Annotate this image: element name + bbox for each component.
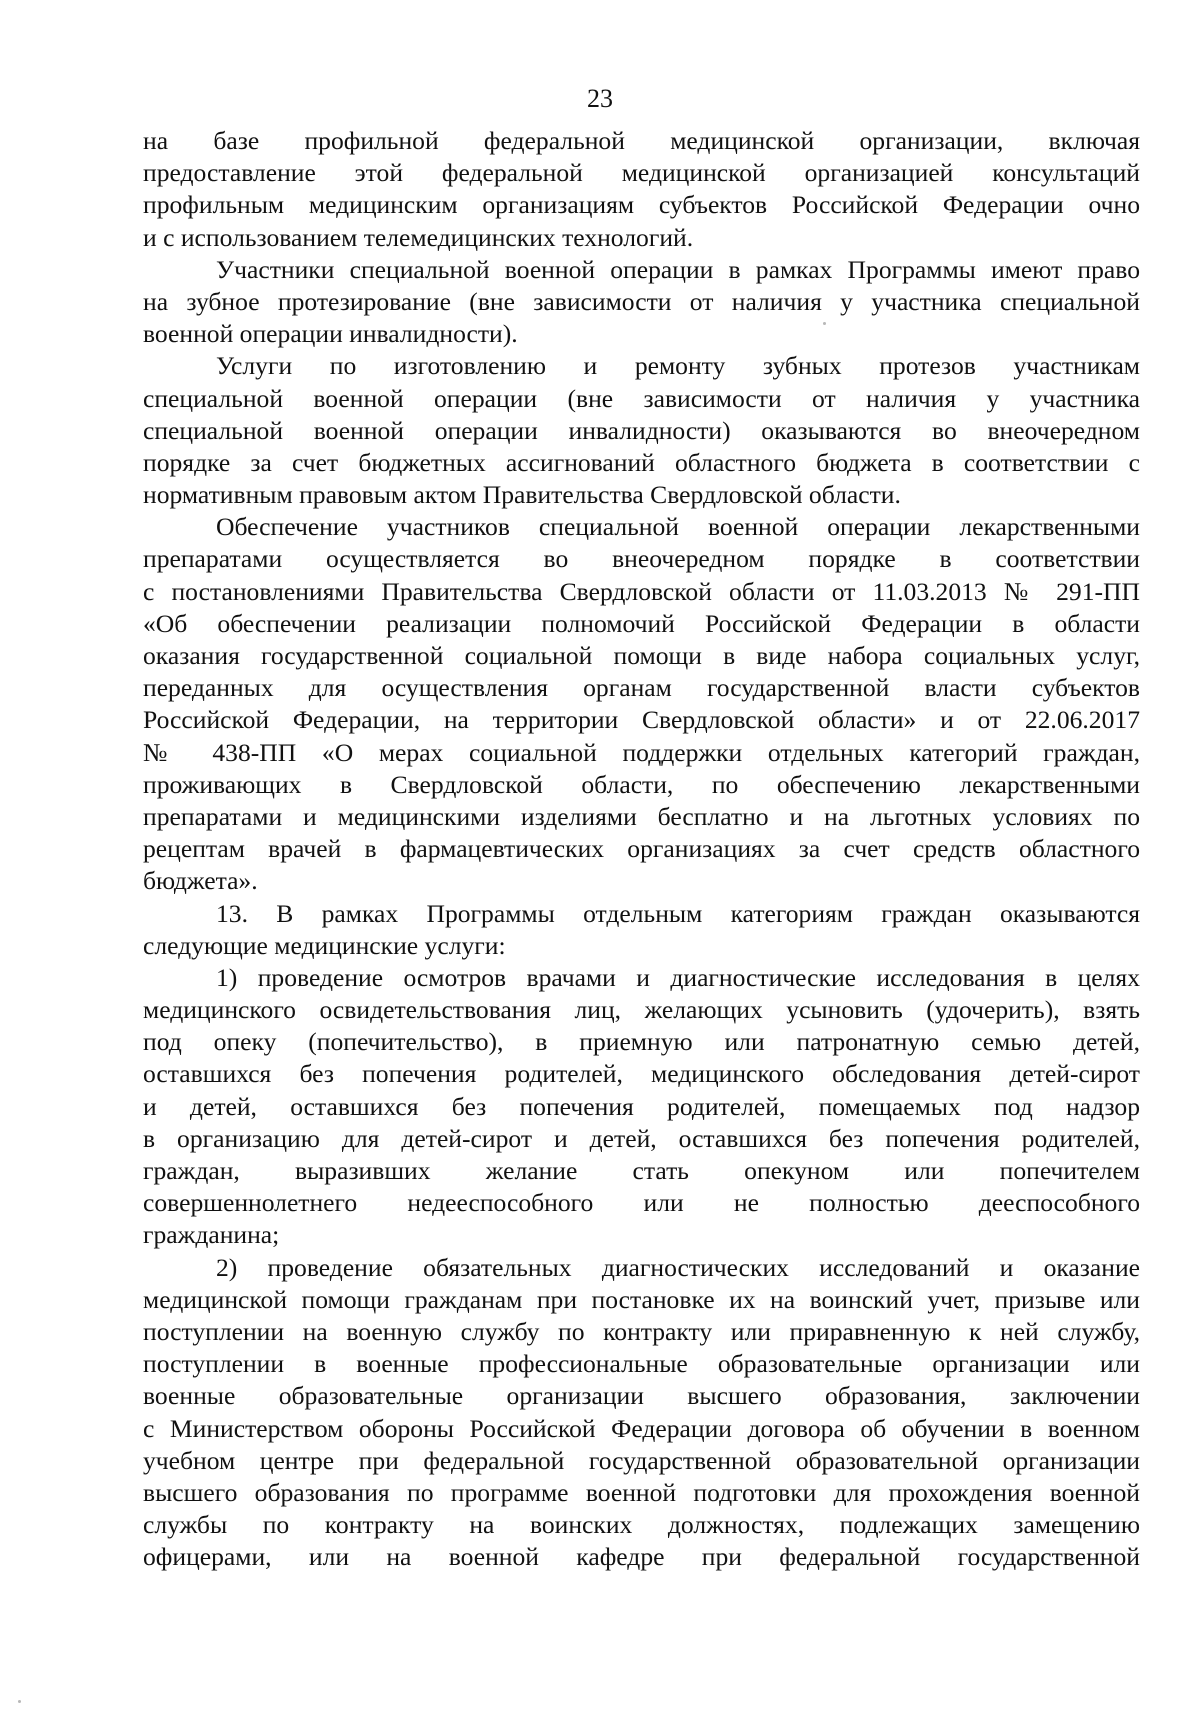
text-line: совершеннолетнего недееспособного или не полностью дееспособного bbox=[143, 1188, 1140, 1218]
text-line: с постановлениями Правительства Свердловской области от 11.03.2013 № 291-ПП bbox=[143, 576, 1140, 606]
text-line: порядке за счет бюджетных ассигнований областного бюджета в соответствии с bbox=[143, 447, 1140, 477]
text-line: высшего образования по программе военной подготовки для прохождения военной bbox=[143, 1477, 1140, 1507]
text-line: бюджета». bbox=[143, 866, 258, 896]
text-line: и с использованием телемедицинских технологий. bbox=[143, 222, 694, 252]
section-heading-line: 13. В рамках Программы отдельным категориям граждан оказываются bbox=[216, 898, 1140, 928]
text-line: проживающих в Свердловской области, по обеспечению лекарственными bbox=[143, 769, 1140, 799]
text-line: офицерами, или на военной кафедре при федеральной государственной bbox=[143, 1542, 1140, 1572]
text-line: нормативным правовым актом Правительства Свердловской области. bbox=[143, 480, 901, 510]
text-line: военные образовательные организации высшего образования, заключении bbox=[143, 1381, 1140, 1411]
text-line: учебном центре при федеральной государственной образовательной организации bbox=[143, 1445, 1140, 1475]
body-text bbox=[143, 125, 1140, 1573]
text-line: профильным медицинским организациям субъектов Российской Федерации очно bbox=[143, 190, 1140, 220]
text-line: Российской Федерации, на территории Свердловской области» и от 22.06.2017 bbox=[143, 705, 1140, 735]
text-line: медицинской помощи гражданам при постановке их на воинский учет, призыве или bbox=[143, 1284, 1140, 1314]
paragraph-first-line: Обеспечение участников специальной военной операции лекарственными bbox=[216, 512, 1140, 542]
text-line: № 438-ПП «О мерах социальной поддержки отдельных категорий граждан, bbox=[143, 737, 1140, 767]
text-line: препаратами осуществляется во внеочередном порядке в соответствии bbox=[143, 544, 1140, 574]
text-line: поступлении в военные профессиональные образовательные организации или bbox=[143, 1349, 1140, 1379]
text-line: граждан, выразивших желание стать опекуном или попечителем bbox=[143, 1156, 1140, 1185]
scan-speck bbox=[18, 1700, 21, 1703]
text-line: поступлении на военную службу по контракту или приравненную к ней службу, bbox=[143, 1316, 1140, 1346]
scan-speck bbox=[823, 322, 826, 325]
paragraph-first-line: Участники специальной военной операции в рамках Программы имеют право bbox=[216, 254, 1140, 284]
text-line: военной операции инвалидности). bbox=[143, 319, 518, 349]
text-line: оказания государственной социальной помощи в виде набора социальных услуг, bbox=[143, 641, 1140, 670]
text-line: предоставление этой федеральной медицинской организацией консультаций bbox=[143, 158, 1140, 188]
text-line: гражданина; bbox=[143, 1220, 280, 1250]
text-line: на зубное протезирование (вне зависимости от наличия у участника специальной bbox=[143, 286, 1140, 316]
text-line: и детей, оставшихся без попечения родителей, помещаемых под надзор bbox=[143, 1091, 1140, 1121]
text-line: медицинского освидетельствования лиц, желающих усыновить (удочерить), взять bbox=[143, 995, 1140, 1025]
list-item-first-line: 2) проведение обязательных диагностических исследований и оказание bbox=[216, 1252, 1140, 1282]
text-line: рецептам врачей в фармацевтических организациях за счет средств областного bbox=[143, 834, 1140, 864]
list-item-first-line: 1) проведение осмотров врачами и диагностические исследования в целях bbox=[216, 962, 1140, 992]
text-line: с Министерством обороны Российской Федерации договора об обучении в военном bbox=[143, 1413, 1140, 1443]
paragraph-first-line: Услуги по изготовлению и ремонту зубных протезов участникам bbox=[216, 351, 1140, 381]
text-line: на базе профильной федеральной медицинской организации, включая bbox=[143, 126, 1140, 155]
text-line: специальной военной операции (вне зависимости от наличия у участника bbox=[143, 383, 1140, 413]
text-line: препаратами и медицинскими изделиями бесплатно и на льготных условиях по bbox=[143, 801, 1140, 831]
text-line: специальной военной операции инвалидности) оказываются во внеочередном bbox=[143, 415, 1140, 445]
text-line: переданных для осуществления органам государственной власти субъектов bbox=[143, 673, 1140, 703]
text-line: оставшихся без попечения родителей, медицинского обследования детей-сирот bbox=[143, 1059, 1140, 1089]
text-line: «Об обеспечении реализации полномочий Российской Федерации в области bbox=[143, 608, 1140, 638]
text-line: в организацию для детей-сирот и детей, оставшихся без попечения родителей, bbox=[143, 1123, 1140, 1153]
page-number: 23 bbox=[587, 84, 613, 113]
text-line: под опеку (попечительство), в приемную или патронатную семью детей, bbox=[143, 1027, 1140, 1057]
text-line: следующие медицинские услуги: bbox=[143, 930, 506, 960]
text-line: службы по контракту на воинских должностях, подлежащих замещению bbox=[143, 1510, 1140, 1540]
